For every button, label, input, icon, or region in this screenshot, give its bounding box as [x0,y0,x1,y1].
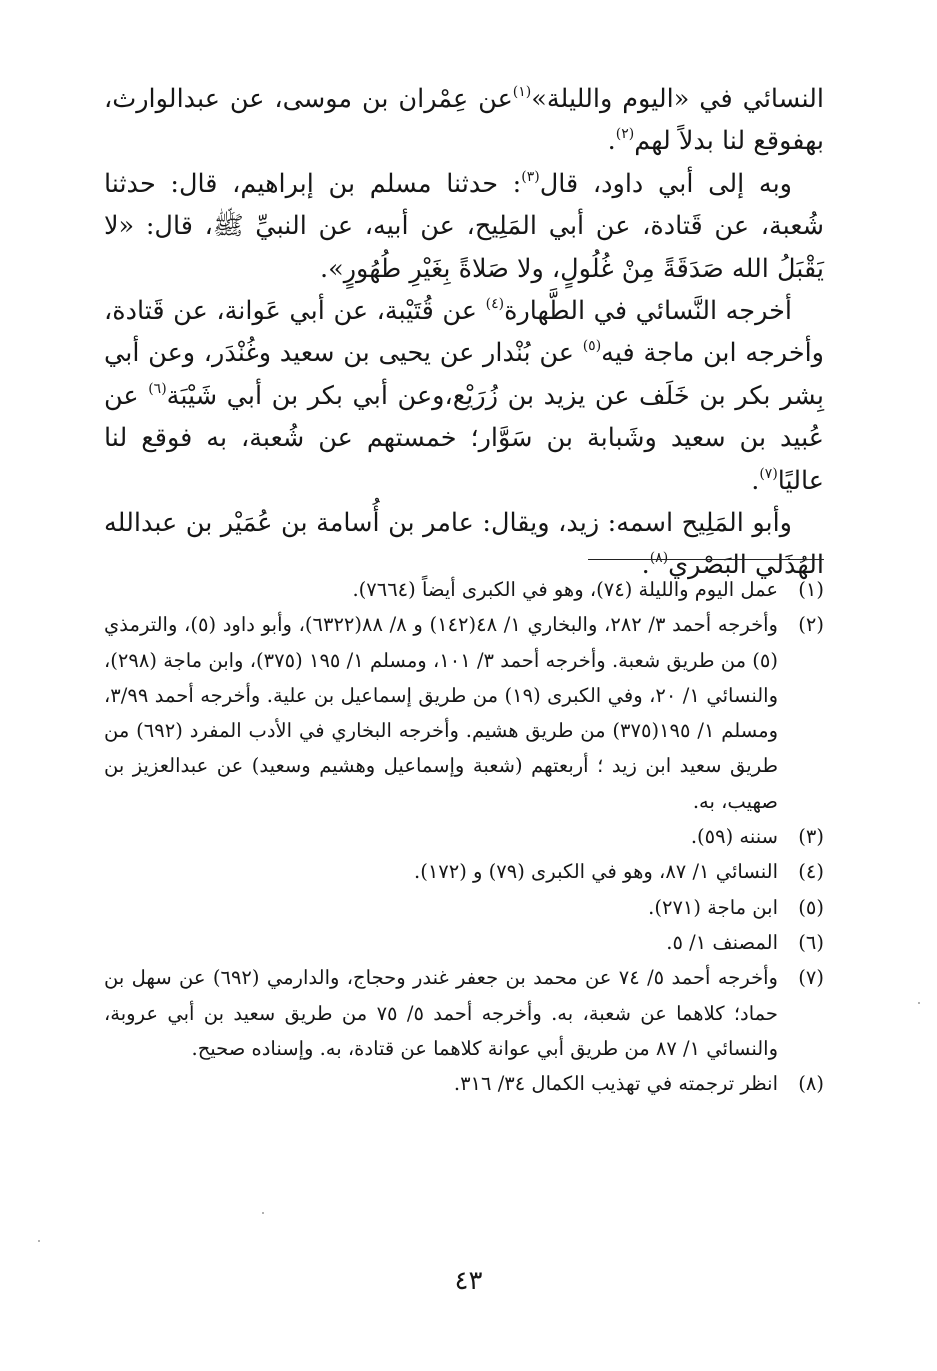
footnote-ref-6[interactable]: (٦) [148,380,167,397]
footnote-text: انظر ترجمته في تهذيب الكمال ٣٤/ ٣١٦. [453,1072,778,1096]
text-run: النسائي في «اليوم والليلة» [531,84,824,114]
footnote-3 [104,819,824,854]
footnote-ref-3[interactable]: (٣) [521,168,540,185]
text-run: : حدثنا مسلم بن إبراهيم، قال: حدثنا شُعبة، عن قَتادة، عن أبي المَلِيح، عن أبيه، عن النبيِّ ﷺ، قال: «لا يَقْبَلُ الله صَدَقَةً مِنْ غُلُولٍ، ولا صَلاةً بِغَيْرِ طُهُورٍ». [104,168,824,284]
footnote-7 [104,960,824,1066]
footnote-text: وأخرجه أحمد ٣/ ٢٨٢، والبخاري ١/ ٤٨(١٤٢) و ٨/ ٨٨(٦٣٢٢)، وأبو داود (٥)، والترمذي (٥) من طريق شعبة. وأخرجه أحمد ٣/ ١٠١، ومسلم ١/ ١٩٥ (٣٧٥)، وابن ماجة (٢٩٨)، والنسائي ١/ ٢٠، وفي الكبرى (١٩) من طريق إسماعيل بن علية. وأخرجه أحمد ٣/٩٩، ومسلم ١/ ١٩٥(٣٧٥) من طريق هشيم. وأخرجه البخاري في الأدب المفرد (٦٩٢) من طريق سعيد ابن زيد ؛ أربعتهم (شعبة وإسماعيل وهشيم وسعيد) عن عبدالعزيز بن صهيب، به. [104,613,778,813]
scan-speck [262,1212,264,1214]
footnote-number: (٢) [798,613,824,637]
footnote-2 [104,607,824,819]
footnote-ref-5[interactable]: (٥) [582,338,602,355]
scan-speck [38,1240,40,1242]
paragraph-3 [104,290,824,502]
scan-speck [918,1002,920,1004]
text-run: وبه إلى أبي داود، قال [539,168,792,199]
footnote-separator [588,559,824,560]
text-run: عن بُنْدار عن يحيى بن سعيد وغُنْدَر، وعن أبي بِشر بكر بن خَلَف عن يزيد بن زُرَيْع،وعن أبي بكر بن أبي شَيْبَة [104,338,825,411]
footnote-number: (٧) [798,966,824,990]
text-run: . [607,126,616,157]
footnote-1 [104,572,824,607]
main-text [104,78,824,587]
footnote-ref-1[interactable]: (١) [512,84,532,100]
footnote-text: المصنف ١/ ٥. [666,930,778,954]
paragraph-2 [104,163,824,290]
text-run: أخرجه النَّسائي في الطَّهارة [504,296,792,327]
footnote-number: (٤) [798,860,824,884]
text-run: عن عُبيد بن سعيد وشَبابة بن سَوَّار؛ خمستهم عن شُعبة، به فوقع لنا عاليًا [104,380,824,496]
footnote-text: وأخرجه أحمد ٥/ ٧٤ عن محمد بن جعفر غندر وحجاج، والدارمي (٦٩٢) عن سهل بن حماد؛ كلاهما عن شعبة، به. وأخرجه أحمد ٥/ ٧٥ من طريق سعيد بن أبي عروبة، والنسائي ١/ ٨٧ من طريق أبي عوانة كلاهما عن قتادة، به. وإسناده صحيح. [104,966,778,1060]
text-run: . [641,550,650,581]
footnote-5 [104,890,824,925]
footnote-6 [104,925,824,960]
text-run: . [751,465,760,496]
footnote-ref-8[interactable]: (٨) [649,550,669,567]
text-run: عن قُتَيْبة، عن أبي عَوانة، عن قَتادة، وأخرجه ابن ماجة فيه [104,296,824,369]
footnote-4 [104,854,824,889]
footnote-number: (٣) [798,825,824,849]
footnote-number: (٦) [798,930,824,954]
paragraph-1 [104,78,824,163]
text-run: عن عِمْران بن موسى، عن عبدالوارث، بهفوقع لنا بدلاً لهم [104,84,824,157]
footnote-text: ابن ماجة (٢٧١). [648,895,778,919]
footnote-number: (١) [798,578,824,601]
footnote-number: (٨) [798,1072,824,1096]
footnote-number: (٥) [798,895,824,919]
footnote-text: عمل اليوم والليلة (٧٤)، وهو في الكبرى أيضاً (٧٦٦٤). [352,578,778,601]
footnote-ref-2[interactable]: (٢) [615,126,635,143]
footnote-ref-7[interactable]: (٧) [759,465,778,482]
footnote-8 [104,1066,824,1101]
footnote-text: سننه (٥٩). [690,825,778,849]
footnote-text: النسائي ١/ ٨٧، وهو في الكبرى (٧٩) و (١٧٢). [414,860,778,884]
footnote-ref-4[interactable]: (٤) [485,296,505,313]
page-number: ٤٣ [454,1266,483,1296]
footnotes [104,572,824,1101]
text-run: وأبو المَلِيح اسمه: زيد، ويقال: عامر بن أُسامة بن عُمَيْر بن عبدالله الهُذَلي البَصْري [104,508,824,581]
